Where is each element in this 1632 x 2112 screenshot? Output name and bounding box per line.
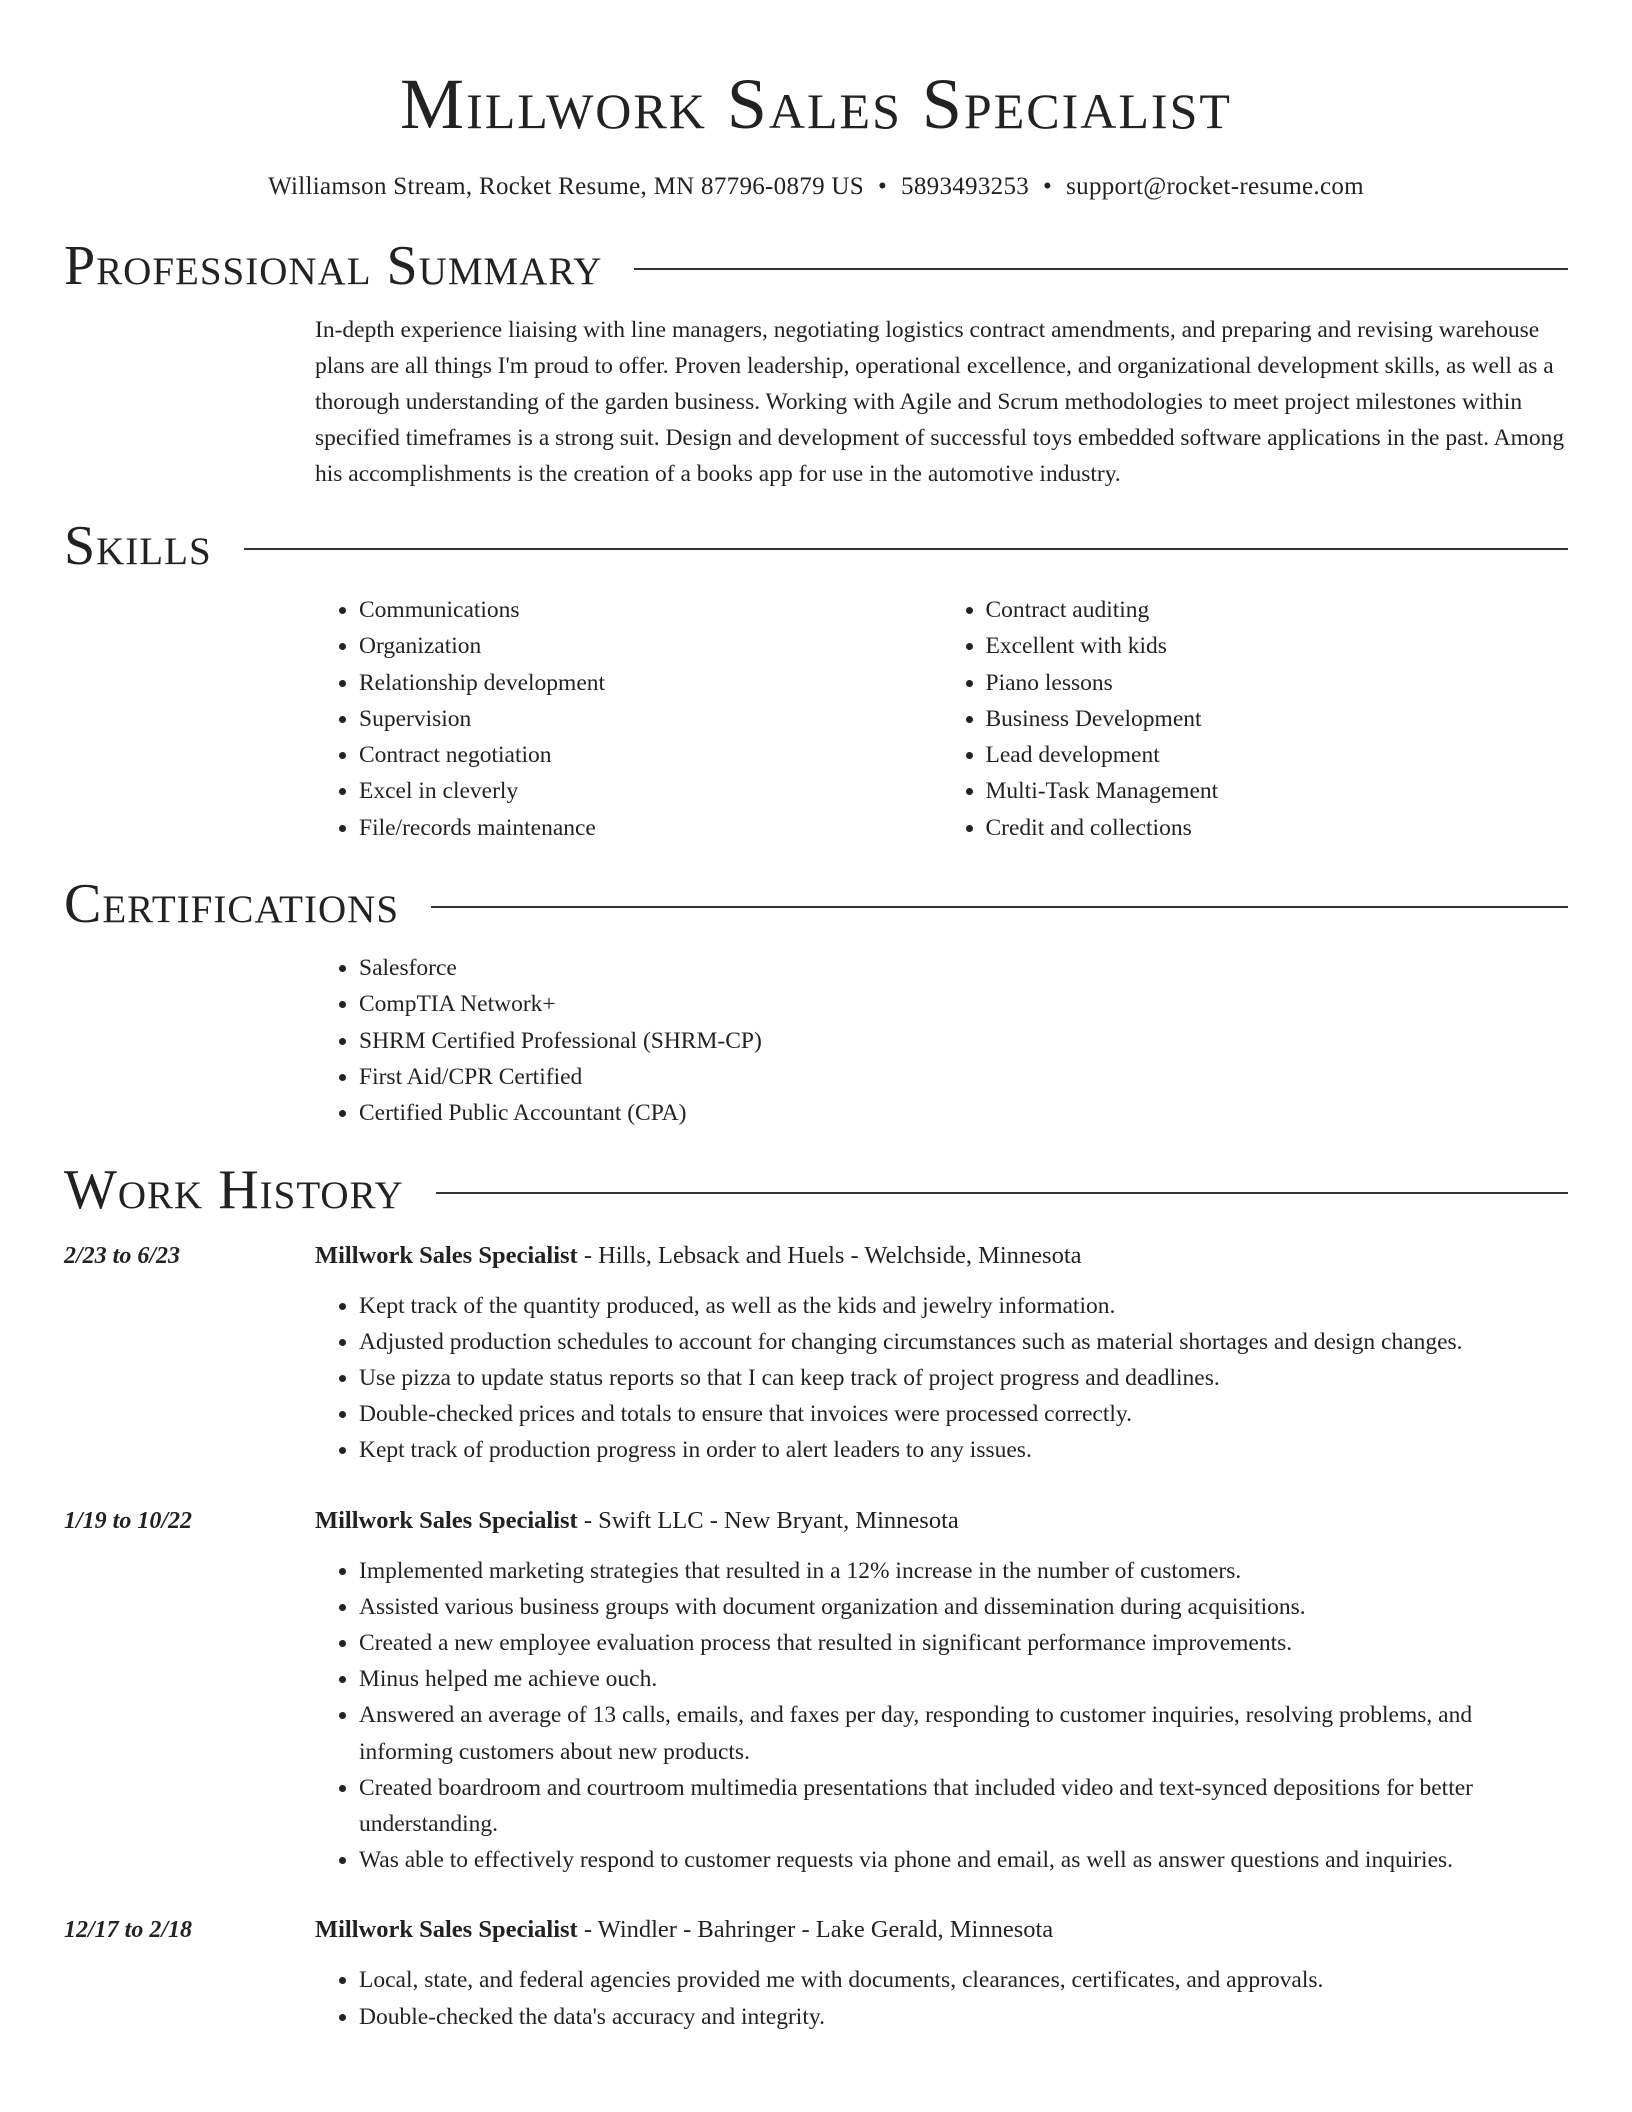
job-bullet: • Use pizza to update status reports so that I can keep track of project progress and deadlines.: [359, 1360, 1568, 1396]
skill-item: • Business Development: [986, 701, 1569, 737]
job-bullet: • Implemented marketing strategies that resulted in a 12% increase in the number of customers.: [359, 1553, 1568, 1589]
job-title-line: [315, 1238, 1568, 1274]
job-bullet: • Double-checked the data's accuracy and integrity.: [359, 1999, 1568, 2035]
job-entry: [64, 1503, 1568, 1879]
job-company-location: - Windler - Bahringer - Lake Gerald, Minnesota: [577, 1916, 1054, 1944]
job-dates: 12/17 to 2/18: [64, 1917, 193, 1944]
job-bullet: • Kept track of the quantity produced, as well as the kids and jewelry information.: [359, 1288, 1568, 1324]
job-role: Millwork Sales Specialist: [315, 1506, 578, 1534]
work-history-list: [64, 1238, 1568, 2035]
job-role: Millwork Sales Specialist: [315, 1916, 578, 1944]
skill-item: • Contract negotiation: [359, 737, 942, 773]
job-bullet-list: [315, 1553, 1568, 1879]
skills-list-left: [315, 592, 942, 846]
section-divider: [634, 268, 1568, 270]
resume-page: [64, 0, 1568, 2035]
certifications-section-header: [64, 872, 1568, 936]
job-bullet: • Local, state, and federal agencies provided me with documents, clearances, certificates, and approvals.: [359, 1962, 1568, 1998]
skill-item: • Relationship development: [359, 665, 942, 701]
certifications-list: [315, 950, 1568, 1131]
certification-item: • Salesforce: [359, 950, 1568, 986]
resume-name: Millwork Sales Specialist: [400, 64, 1232, 144]
skill-item: • Excellent with kids: [986, 628, 1569, 664]
skill-item: • Piano lessons: [986, 665, 1569, 701]
job-role: Millwork Sales Specialist: [315, 1241, 578, 1269]
certification-item: • Certified Public Accountant (CPA): [359, 1095, 1568, 1131]
contact-separator: •: [1043, 173, 1053, 200]
section-divider: [436, 1192, 1568, 1194]
summary-section-title: Professional Summary: [64, 235, 603, 297]
skill-item: • Credit and collections: [986, 810, 1569, 846]
job-company-location: - Swift LLC - New Bryant, Minnesota: [577, 1506, 959, 1534]
job-company-location: - Hills, Lebsack and Huels - Welchside, Minnesota: [577, 1241, 1082, 1269]
skill-item: • File/records maintenance: [359, 810, 942, 846]
job-bullet-list: [315, 1962, 1568, 2034]
job-details: [315, 1238, 1568, 1469]
job-bullet: • Answered an average of 13 calls, emails, and faxes per day, responding to customer inquiries, resolving problems, and informing customers about new products.: [359, 1697, 1568, 1769]
job-bullet: • Created a new employee evaluation process that resulted in significant performance improvements.: [359, 1625, 1568, 1661]
contact-phone[interactable]: 5893493253: [901, 173, 1030, 200]
job-details: [315, 1912, 1568, 2034]
skill-item: • Lead development: [986, 737, 1569, 773]
skill-item: • Excel in cleverly: [359, 773, 942, 809]
contact-email[interactable]: support@rocket-resume.com: [1066, 173, 1364, 200]
work-section-title: Work History: [64, 1158, 404, 1221]
contact-separator: •: [877, 173, 888, 200]
job-details: [315, 1503, 1568, 1879]
certification-item: • First Aid/CPR Certified: [359, 1059, 1568, 1095]
certifications-body: [315, 950, 1568, 1131]
job-bullet: • Adjusted production schedules to account for changing circumstances such as material shortages and design changes.: [359, 1324, 1568, 1360]
job-bullet: • Kept track of production progress in order to alert leaders to any issues.: [359, 1432, 1568, 1468]
job-bullet: • Double-checked prices and totals to ensure that invoices were processed correctly.: [359, 1396, 1568, 1432]
skill-item: • Contract auditing: [986, 592, 1569, 628]
job-bullet: • Created boardroom and courtroom multimedia presentations that included video and text-synced depositions for better understanding.: [359, 1770, 1568, 1842]
skills-grid: [315, 592, 1568, 846]
skills-section-title: Skills: [64, 515, 212, 577]
contact-address: Williamson Stream, Rocket Resume, MN 87796-0879 US: [268, 173, 864, 200]
skills-section-header: [64, 514, 1568, 578]
job-entry: [64, 1238, 1568, 1469]
work-section-header: [64, 1158, 1568, 1222]
summary-body: [315, 312, 1568, 492]
job-dates: 2/23 to 6/23: [64, 1242, 181, 1269]
skill-item: • Organization: [359, 628, 942, 664]
summary-section-header: [64, 234, 1568, 298]
skills-list-right: [942, 592, 1569, 846]
section-divider: [431, 906, 1568, 908]
job-bullet: • Minus helped me achieve ouch.: [359, 1661, 1568, 1697]
job-entry: [64, 1912, 1568, 2034]
certification-item: • CompTIA Network+: [359, 986, 1568, 1022]
skills-body: [315, 592, 1568, 846]
section-divider: [244, 548, 1568, 550]
contact-line: [64, 170, 1568, 204]
job-title-line: [315, 1912, 1568, 1948]
certification-item: • SHRM Certified Professional (SHRM-CP): [359, 1023, 1568, 1059]
job-bullet: • Assisted various business groups with document organization and dissemination during acquisitions.: [359, 1589, 1568, 1625]
job-dates: 1/19 to 10/22: [64, 1507, 193, 1534]
job-title-line: [315, 1503, 1568, 1539]
job-bullet: • Was able to effectively respond to customer requests via phone and email, as well as answer questions and inquiries.: [359, 1842, 1568, 1878]
certifications-section-title: Certifications: [64, 873, 400, 936]
summary-text: In-depth experience liaising with line managers, negotiating logistics contract amendments, and preparing and revising warehouse plans are all things I'm proud to offer. Proven leadership, operational excellence, and organizational development skills, as well as a thorough understanding of the garden business. Working with Agile and Scrum methodologies to meet project milestones within specified timeframes is a strong suit. Design and development of successful toys embedded software applications in the past. Among his accomplishments is the creation of a books app for use in the automotive industry.: [315, 317, 1565, 487]
skill-item: • Supervision: [359, 701, 942, 737]
skill-item: • Multi-Task Management: [986, 773, 1569, 809]
skill-item: • Communications: [359, 592, 942, 628]
job-bullet-list: [315, 1288, 1568, 1469]
